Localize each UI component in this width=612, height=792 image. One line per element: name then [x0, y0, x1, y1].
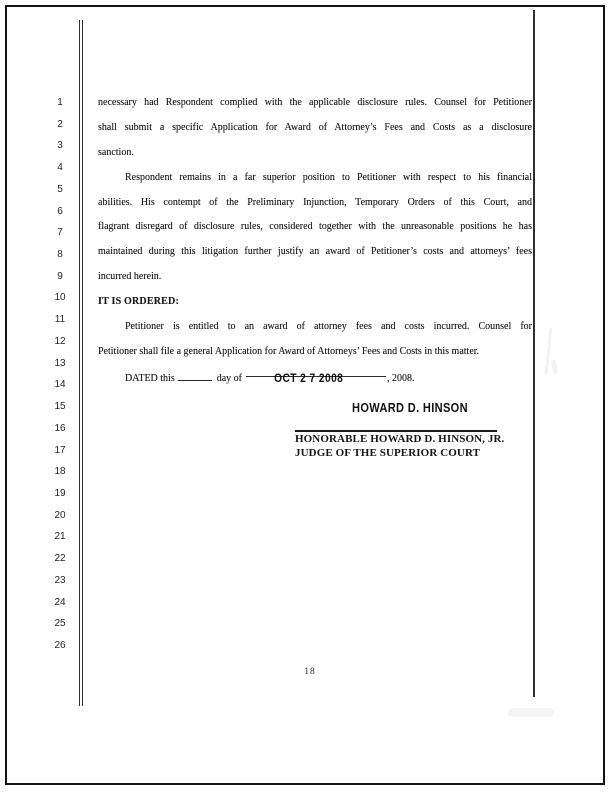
line-number: 15: [54, 401, 66, 413]
body-line: maintained during this litigation further justify an award of Petitioner’s costs and attorneys’ fees: [98, 246, 532, 258]
line-number: 2: [57, 118, 63, 130]
line-number: 7: [57, 227, 63, 239]
line-number: 17: [54, 444, 66, 456]
line-number: 25: [54, 618, 66, 630]
dated-prefix: DATED this: [125, 372, 175, 384]
line-number: 14: [54, 379, 66, 391]
line-number: 3: [57, 140, 63, 152]
page-number: 18: [304, 667, 316, 677]
line-number: 10: [54, 292, 66, 304]
signature-line: [295, 430, 497, 432]
line-number: 12: [54, 335, 66, 347]
line-number: 24: [54, 596, 66, 608]
judge-name-printed: HONORABLE HOWARD D. HINSON, JR.: [295, 433, 505, 445]
blank-day-line: [178, 368, 212, 381]
body-text: [98, 91, 532, 390]
body-line: incurred herein.: [98, 271, 162, 283]
line-number: 20: [54, 509, 66, 521]
line-number: 11: [54, 314, 66, 326]
date-underline: [246, 365, 386, 385]
line-number: 18: [54, 466, 66, 478]
judge-title: JUDGE OF THE SUPERIOR COURT: [295, 447, 481, 459]
date-stamp: OCT 2 7 2008: [274, 370, 344, 385]
judge-name-stamp: HOWARD D. HINSON: [352, 400, 468, 415]
line-number: 5: [57, 183, 63, 195]
line-number: 22: [54, 553, 66, 565]
line-number: 9: [57, 270, 63, 282]
body-line: Petitioner shall file a general Application for Award of Attorneys’ Fees and Costs in this matter.: [98, 345, 480, 357]
dated-connector: day of: [216, 372, 243, 384]
line-number: 23: [54, 574, 66, 586]
dated-suffix: , 2008.: [387, 372, 415, 384]
line-number: 21: [54, 531, 66, 543]
dated-line: [98, 365, 532, 390]
pleading-left-double-rule: [79, 20, 83, 706]
body-line: Respondent remains in a far superior position to Petitioner with respect to his financial: [125, 171, 532, 183]
line-number: 6: [57, 205, 63, 217]
body-lines: [98, 91, 532, 365]
line-number: 13: [54, 357, 66, 369]
line-number: 4: [57, 162, 63, 174]
body-line: IT IS ORDERED:: [98, 296, 179, 308]
line-number: 26: [54, 640, 66, 651]
line-number: 16: [54, 422, 66, 434]
line-number: 1: [57, 97, 63, 108]
line-number: 19: [54, 487, 66, 499]
body-line: sanction.: [98, 146, 134, 158]
body-line: abilities. His contempt of the Preliminary Injunction, Temporary Orders of this Court, and: [98, 196, 532, 208]
pleading-right-rule: [533, 10, 535, 697]
body-line: necessary had Respondent complied with the applicable disclosure rules. Counsel for Petitioner: [98, 97, 532, 108]
body-line: flagrant disregard of disclosure rules, considered together with the unreasonable positions he has: [98, 221, 532, 233]
body-line: shall submit a specific Application for Award of Attorney’s Fees and Costs as a disclosure: [98, 121, 532, 133]
body-line: Petitioner is entitled to an award of attorney fees and costs incurred. Counsel for: [125, 321, 532, 333]
line-number: 8: [57, 249, 63, 261]
scan-smudge: [508, 708, 554, 717]
